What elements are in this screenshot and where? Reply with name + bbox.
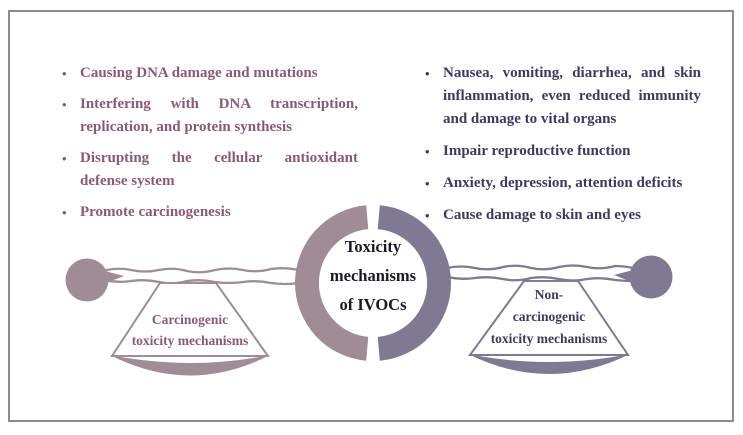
- bullet-text: Cause damage to skin and eyes: [443, 207, 641, 223]
- bullet-text: Impair reproductive function: [443, 143, 631, 159]
- bullet-dot: •: [425, 176, 430, 191]
- bullet-item: [425, 172, 701, 195]
- right-pan-label-line: Non-: [534, 287, 564, 302]
- right-pan-label: [466, 284, 632, 350]
- left-pan-label-line: Carcinogenic: [151, 312, 229, 327]
- bullet-item: [62, 147, 358, 193]
- right-weight-circle: [630, 256, 673, 299]
- right-beam-upper-line: [447, 266, 633, 270]
- center-title-line: mechanisms: [329, 266, 417, 285]
- bullet-dot: •: [425, 208, 430, 223]
- bullet-item: [62, 62, 358, 85]
- noncarcinogenic-effects-list: [425, 62, 701, 236]
- carcinogenic-effects-list: [62, 62, 358, 232]
- bullet-item: [425, 204, 701, 227]
- center-title-line: of IVOCs: [339, 295, 407, 314]
- bullet-text: Nausea, vomiting, diarrhea, and skin inflammation, even reduced immunity and damage to vital organs: [443, 65, 701, 127]
- bullet-dot: •: [425, 66, 430, 81]
- bullet-dot: •: [425, 144, 430, 159]
- left-weight-circle: [66, 259, 109, 302]
- bullet-text: Promote carcinogenesis: [80, 204, 231, 220]
- bullet-item: [425, 140, 701, 163]
- bullet-text: Causing DNA damage and mutations: [80, 65, 318, 81]
- left-pan-label-line: toxicity mechanisms: [131, 333, 249, 348]
- left-beam-upper-line: [103, 268, 299, 272]
- right-pan-base: [468, 354, 630, 374]
- left-pan-base: [110, 355, 270, 376]
- bullet-item: [62, 201, 358, 224]
- bullet-text: Interfering with DNA transcription, replication, and protein synthesis: [80, 96, 358, 135]
- bullet-text: Anxiety, depression, attention deficits: [443, 175, 683, 191]
- bullet-dot: •: [62, 97, 67, 112]
- center-title: [308, 232, 438, 319]
- bullet-dot: •: [62, 66, 67, 81]
- center-title-line: Toxicity: [344, 237, 402, 256]
- bullet-dot: •: [62, 205, 67, 220]
- right-pan-label-line: toxicity mechanisms: [490, 331, 608, 346]
- bullet-text: Disrupting the cellular antioxidant defense system: [80, 150, 358, 189]
- bullet-item: [425, 62, 701, 131]
- right-pan-label-line: carcinogenic: [512, 309, 586, 324]
- bullet-dot: •: [62, 151, 67, 166]
- bullet-item: [62, 93, 358, 139]
- left-pan-label: [108, 309, 272, 351]
